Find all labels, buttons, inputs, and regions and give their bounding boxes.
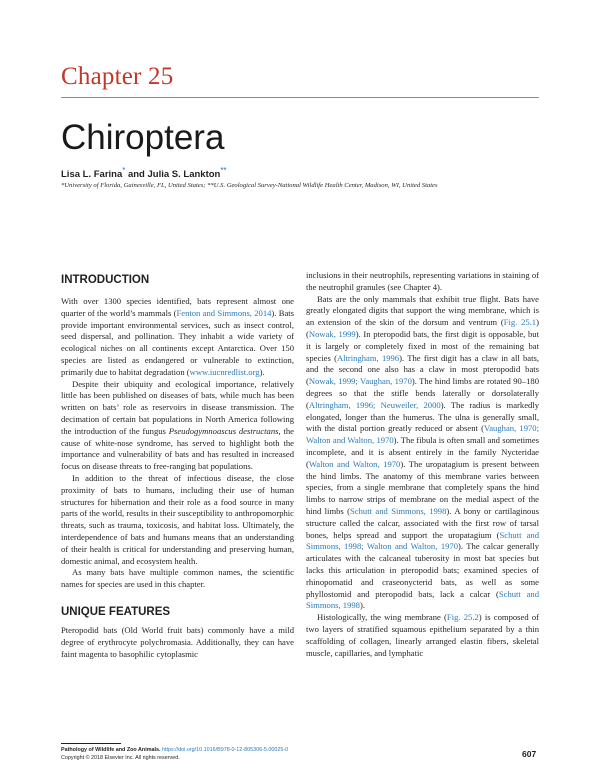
text: ). A bony or cartilaginous structure called the calcar, associated with the first row of tarsal bones, helps spread and support the uropatagium ( — [306, 505, 539, 540]
heading-unique-features: UNIQUE FEATURES — [61, 605, 171, 618]
author-2-mark: ** — [220, 166, 227, 175]
text: Histologically, the wing membrane ( — [317, 612, 447, 623]
text: ). — [259, 366, 265, 377]
heading-introduction: INTRODUCTION — [61, 274, 150, 286]
paragraph: In addition to the threat of infectious disease, the close proximity of bats to humans, including their use of human structures for hibernation and their role as a food source in many parts of the world, results in their susceptibility to anthropomorphic threats, such as trauma, toxicosis, and habitat loss. Ultimately, the interdependence of bats and humans means that an understanding of their health is critical for understanding and preserving human, domestic animal, and ecosystem health. — [61, 472, 294, 566]
text: , the cause of white-nose syndrome, has served to highlight both the importance and vulnerability of bats and has resulted in increased focus on disease threats to free-ranging bat populations. — [61, 425, 294, 472]
reference-link[interactable]: Nowak, 1999; Vaughan, 1970 — [308, 376, 412, 387]
author-1-mark: * — [122, 166, 126, 175]
right-column — [306, 270, 539, 659]
text: ) ( — [306, 317, 539, 339]
affiliation: *University of Florida, Gainesville, FL, United States; **U.S. Geological Survey-National Wildlife Health Center, Madison, WI, United States — [61, 182, 438, 189]
footer-line-1 — [61, 747, 288, 755]
text: ). The first digit has a claw in all bats, and the second one also has a claw in most pteropodid bats ( — [306, 352, 539, 387]
reference-link[interactable]: Walton and Walton, 1970 — [308, 458, 401, 469]
paragraph: As many bats have multiple common names, the scientific names for species are used in this chapter. — [61, 567, 294, 590]
text: ). The radius is markedly elongated, longer than the humerus. The ulna is generally small, with the distal portion greatly reduced or absent ( — [306, 399, 539, 434]
species-name: Pseudogymnoascus destructans — [168, 425, 279, 436]
reference-link[interactable]: www.iucnredlist.org — [189, 366, 260, 377]
figure-link[interactable]: Fig. 25.2 — [446, 612, 479, 623]
left-column — [61, 267, 294, 660]
authors — [61, 166, 227, 180]
authors-and: and — [125, 169, 148, 181]
paragraph — [306, 294, 539, 613]
text: ). Bats provide important environmental services, such as insect control, seed dispersal, and pollination. They inhabit a wide variety of ecological niches on all continents except Antarctica. Over 150 species are listed as endangered or vulnerable to extinction, primarily due to habitat degradation ( — [61, 307, 294, 377]
text: ). The fibula is often small and sometimes incomplete, and it is absent entirely in the family Nycteridae ( — [306, 435, 540, 469]
text: ). The hind limbs are rotated 90–180 degrees so that the stifle bends laterally or dorsolaterally ( — [306, 376, 539, 410]
text: ). The uropatagium is present between the hind limbs. The anatomy of this membrane varies between species, from a single membrane that completely spans the hind limbs to narrow strips of membrane on the medial aspect of the hind limbs ( — [306, 458, 539, 516]
text: Bats are the only mammals that exhibit true flight. Bats have greatly elongated digits that support the wing membrane, which is an extension of the skin of the dorsum and ventrum ( — [306, 293, 539, 328]
chapter-title: Chiroptera — [61, 118, 225, 157]
book-title: Pathology of Wildlife and Zoo Animals. — [61, 747, 161, 753]
paragraph — [61, 296, 294, 379]
reference-link[interactable]: Vaughan, 1970; Walton and Walton, 1970 — [306, 423, 539, 446]
text: Despite their ubiquity and ecological importance, relatively little has been published on diseases of bats, while much has been written on bats’ role as reservoirs in disease transmission. The decimation of certain bat populations in North America following the introduction of the fungus — [61, 378, 294, 436]
page-number: 607 — [522, 749, 537, 759]
reference-link[interactable]: Schutt and Simmons, 1998 — [306, 588, 539, 611]
reference-link[interactable]: Schutt and Simmons, 1998 — [350, 505, 447, 516]
paragraph — [61, 379, 294, 473]
reference-link[interactable]: Altringham, 1996; Neuweiler, 2000 — [308, 399, 441, 410]
doi-link[interactable]: https://doi.org/10.1016/B978-0-12-805306-5.00025-0 — [161, 747, 289, 753]
paragraph: Pteropodid bats (Old World fruit bats) commonly have a mild degree of erythrocyte polychromasia. Additionally, they can have faint magenta to basophilic cytoplasmic — [61, 624, 294, 659]
reference-link[interactable]: Nowak, 1999 — [308, 328, 356, 339]
reference-link[interactable]: Schutt and Simmons, 1998; Walton and Walton, 1970 — [306, 529, 539, 552]
header-rule — [61, 97, 539, 98]
paragraph — [306, 612, 539, 659]
author-1: Lisa L. Farina — [61, 169, 123, 181]
text: ). — [359, 600, 365, 611]
footer — [61, 747, 288, 762]
text: With over 1300 species identified, bats represent almost one quarter of the world’s mammals ( — [61, 296, 294, 318]
reference-link[interactable]: Fenton and Simmons, 2014 — [176, 307, 272, 318]
text: ). In pteropodid bats, the first digit is opposable, but it is largely or completely fixed in most of the remaining bat species ( — [306, 328, 539, 363]
footer-rule — [61, 743, 121, 744]
chapter-label: Chapter 25 — [61, 63, 174, 90]
text: ) is composed of two layers of stratified squamous epithelium separated by a thin scaffolding of collagen, linearly arranged elastin fibers, skeletal muscle, capillaries, and lymphatic — [306, 612, 539, 658]
copyright: Copyright © 2018 Elsevier Inc. All rights reserved. — [61, 754, 180, 761]
figure-link[interactable]: Fig. 25.1 — [503, 317, 537, 328]
text: ). The calcar generally articulates with the calcaneal tuberosity in most bat species but lacks this articulation in pteropodid bats; examined species of rhinopomatid and craseonycterid bats, as well as some phyllostomid and pteropodid bats, lack a calcar ( — [306, 541, 540, 599]
reference-link[interactable]: Altringham, 1996 — [336, 352, 400, 363]
paragraph: inclusions in their neutrophils, representing variations in staining of the neutrophil granules (see Chapter 4). — [306, 270, 539, 292]
author-2: Julia S. Lankton — [147, 169, 221, 181]
